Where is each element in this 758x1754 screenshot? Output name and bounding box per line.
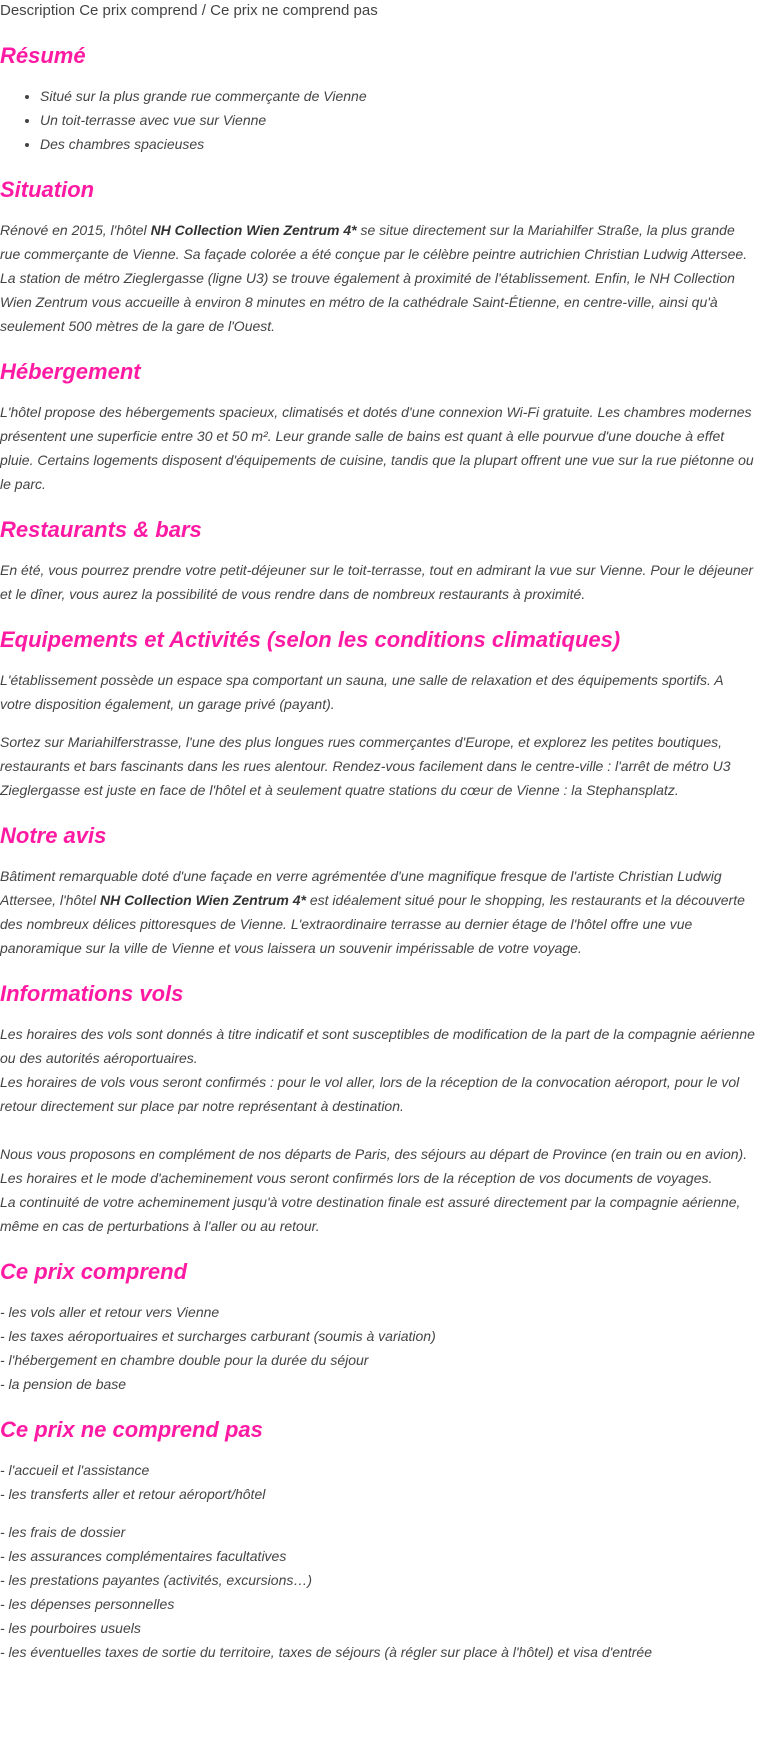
list-item: - les pourboires usuels	[0, 1620, 141, 1636]
vols-title: Informations vols	[0, 981, 184, 1006]
comprend-list	[0, 1300, 758, 1396]
vols-line: Nous vous proposons en complément de nos départs de Paris, des séjours au départ de Province (en train ou en avion).	[0, 1146, 748, 1162]
vols-info	[0, 1022, 758, 1238]
list-item: - les prestations payantes (activités, excursions…)	[0, 1572, 313, 1588]
list-item: - les dépenses personnelles	[0, 1596, 175, 1612]
ne-comprend-title: Ce prix ne comprend pas	[0, 1417, 263, 1442]
equipements-title: Equipements et Activités (selon les conditions climatiques)	[0, 627, 621, 652]
hotel-name: NH Collection Wien Zentrum 4*	[99, 892, 306, 908]
tab-includes[interactable]: Ce prix comprend	[79, 2, 198, 19]
list-item: - la pension de base	[0, 1376, 127, 1392]
avis-paragraph	[0, 864, 758, 960]
equipements-paragraph-2: Sortez sur Mariahilferstrasse, l'une des plus longues rues commerçantes d'Europe, et explorez les petites boutiques, restaurants et bars fascinants dans les rues alentour. Rendez-vous facilement dans le centre-ville : l'arrêt de métro U3 Zieglergasse est juste en face de l'hôtel et à seulement quatre stations du cœur de Vienne : la Stephansplatz.	[0, 734, 731, 798]
list-item: - les transferts aller et retour aéroport/hôtel	[0, 1486, 266, 1502]
spacer	[0, 1118, 758, 1142]
text-span: est idéalement situé pour le shopping, les restaurants et la découverte des nombreux délices pittoresques de Vienne. L'extraordinaire terrasse au dernier étage de l'hôtel offre une vue panoramique sur la ville de Vienne et vous laissera un souvenir impérissable de votre voyage.	[0, 892, 745, 956]
resume-title: Résumé	[0, 43, 86, 68]
text-span: Bâtiment remarquable doté d'une façade en verre agrémentée d'une magnifique fresque de l'artiste Christian Ludwig Attersee, l'hôtel	[0, 868, 722, 908]
hebergement-paragraph: L'hôtel propose des hébergements spacieux, climatisés et dotés d'une connexion Wi-Fi gratuite. Les chambres modernes présentent une superficie entre 30 et 50 m². Leur grande salle de bains est quant à elle pourvue d'une douche à effet pluie. Certains logements disposent d'équipements de cuisine, tandis que la plupart offrent une vue sur la rue piétonne ou le parc.	[0, 404, 754, 492]
vols-line: Les horaires de vols vous seront confirmés : pour le vol aller, lors de la réception de la convocation aéroport, pour le vol retour directement sur place par notre représentant à destination.	[0, 1074, 740, 1114]
text-span: Rénové en 2015, l'hôtel	[0, 222, 151, 238]
list-item: - les assurances complémentaires facultatives	[0, 1548, 287, 1564]
list-item: - les taxes aéroportuaires et surcharges carburant (soumis à variation)	[0, 1328, 436, 1344]
list-item: • Situé sur la plus grande rue commerçante de Vienne	[40, 84, 758, 108]
vols-line: Les horaires et le mode d'acheminement vous seront confirmés lors de la réception de vos documents de voyages.	[0, 1170, 713, 1186]
list-item: - les éventuelles taxes de sortie du territoire, taxes de séjours (à régler sur place à l'hôtel) et visa d'entrée	[0, 1644, 653, 1660]
resume-list	[0, 84, 758, 156]
vols-line: Les horaires des vols sont donnés à titre indicatif et sont susceptibles de modification de la part de la compagnie aérienne ou des autorités aéroportuaires.	[0, 1026, 755, 1066]
restaurants-title: Restaurants & bars	[0, 517, 202, 542]
list-item: • Des chambres spacieuses	[40, 132, 758, 156]
text-span: se situe directement sur la Mariahilfer Straße, la plus grande rue commerçante de Vienne. Sa façade colorée a été conçue par le célèbre peintre autrichien Christian Ludwig Attersee. La station de métro Zieglergasse (ligne U3) se trouve également à proximité de l'établissement. Enfin, le NH Collection Wien Zentrum vous accueille à environ 8 minutes en métro de la cathédrale Saint-Étienne, en centre-ville, ainsi qu'à seulement 500 mètres de la gare de l'Ouest.	[0, 222, 748, 334]
comprend-title: Ce prix comprend	[0, 1259, 188, 1284]
list-item: - les vols aller et retour vers Vienne	[0, 1304, 220, 1320]
hebergement-title: Hébergement	[0, 359, 141, 384]
situation-title: Situation	[0, 177, 95, 202]
tab-description[interactable]: Description	[0, 2, 76, 19]
restaurants-paragraph: En été, vous pourrez prendre votre petit-déjeuner sur le toit-terrasse, tout en admirant la vue sur Vienne. Pour le déjeuner et le dîner, vous aurez la possibilité de vous rendre dans de nombreux restaurants à proximité.	[0, 562, 754, 602]
tab-separator: /	[201, 2, 206, 19]
ne-comprend-list-b	[0, 1520, 758, 1664]
tab-bar	[0, 0, 758, 22]
hotel-name: NH Collection Wien Zentrum 4*	[150, 222, 357, 238]
vols-line: La continuité de votre acheminement jusqu'à votre destination finale est assuré directement par la compagnie aérienne, même en cas de perturbations à l'aller ou au retour.	[0, 1194, 741, 1234]
list-item: - les frais de dossier	[0, 1524, 126, 1540]
ne-comprend-list-a	[0, 1458, 758, 1506]
avis-title: Notre avis	[0, 823, 107, 848]
list-item: - l'hébergement en chambre double pour la durée du séjour	[0, 1352, 369, 1368]
list-item: - l'accueil et l'assistance	[0, 1462, 150, 1478]
tab-excludes[interactable]: Ce prix ne comprend pas	[210, 2, 378, 19]
situation-paragraph	[0, 218, 758, 338]
equipements-paragraph-1: L'établissement possède un espace spa comportant un sauna, une salle de relaxation et des équipements sportifs. A votre disposition également, un garage privé (payant).	[0, 672, 724, 712]
list-item: • Un toit-terrasse avec vue sur Vienne	[40, 108, 758, 132]
